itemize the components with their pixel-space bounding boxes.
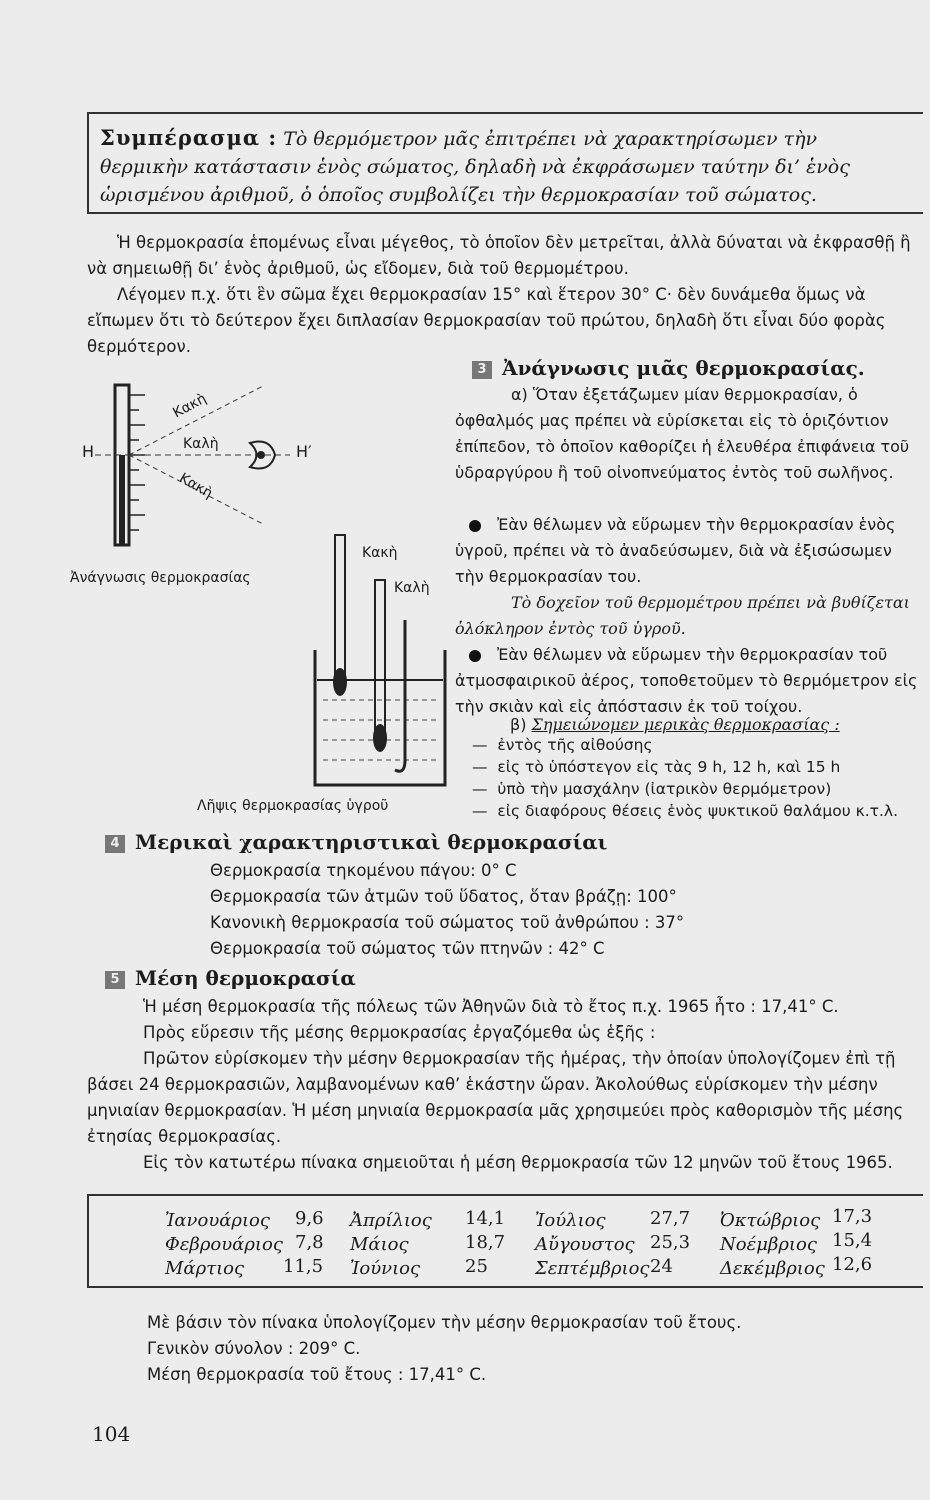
summary-text (100, 124, 905, 209)
table-cell-month: Μάιος (350, 1234, 409, 1255)
good-thermometer-bulb (373, 724, 387, 752)
table-cell-month: Ὀκτώβριος (720, 1210, 821, 1231)
list-item: — εἰς διαφόρους θέσεις ἑνὸς ψυκτικοῦ θαλάμου κ.τ.λ. (472, 802, 899, 820)
section5-paragraph-4: Εἰς τὸν κατωτέρω πίνακα σημειοῦται ἡ μέση θερμοκρασία τῶν 12 μηνῶν τοῦ ἔτους 1965. (143, 1153, 893, 1172)
table-cell-month: Μάρτιος (165, 1258, 245, 1279)
table-cell-value: 24 (650, 1256, 673, 1277)
section3-b-prefix: β) (510, 715, 532, 734)
label-bad-bottom: Κακὴ (176, 470, 216, 502)
section3-bullet2-text: Ἐὰν θέλωμεν νὰ εὕρωμεν τὴν θερμοκρασίαν τοῦ ἀτμοσφαιρικοῦ ἀέρος, τοποθετοῦμεν τὸ θερμόμετρον εἰς τὴν σκιὰν καὶ εἰς ἀπόστασιν ἐκ τοῦ τοίχου. (455, 645, 918, 716)
table-cell-value: 9,6 (295, 1208, 324, 1229)
table-cell-value: 15,4 (832, 1230, 873, 1251)
list-item: — ὑπὸ τὴν μασχάλην (ἰατρικὸν θερμόμετρον) (472, 780, 832, 798)
section3-bullet1 (455, 512, 923, 590)
list-item: Κανονικὴ θερμοκρασία τοῦ σώματος τοῦ ἀνθρώπου : 37° (210, 913, 685, 932)
section3-number: 3 (472, 361, 492, 379)
table-cell-value: 18,7 (465, 1232, 506, 1253)
label-h-prime: Η′ (296, 442, 312, 461)
section3-bullet1-text: Ἐὰν θέλωμεν νὰ εὕρωμεν τὴν θερμοκρασίαν ἑνὸς ὑγροῦ, πρέπει νὰ τὸ ἀναδεύσωμεν, διὰ νὰ ἐξισώσωμεν τὴν θερμοκρασίαν του. (455, 515, 896, 586)
table-cell-value: 25 (465, 1256, 488, 1277)
table-cell-month: Αὔγουστος (535, 1234, 635, 1255)
liquid-thermometer-figure (305, 530, 465, 795)
table-cell-value: 11,5 (283, 1256, 324, 1277)
page-number: 104 (92, 1422, 131, 1446)
section3-a (455, 382, 923, 486)
section3-a-prefix: α) (511, 385, 533, 404)
table-cell-month: Ἰούλιος (535, 1210, 606, 1231)
conclusion-3: Μέση θερμοκρασία τοῦ ἔτους : 17,41° C. (147, 1365, 487, 1384)
list-item: Θερμοκρασία τηκομένου πάγου: 0° C (210, 861, 517, 880)
section3-a-text: Ὅταν ἐξετάζωμεν μίαν θερμοκρασίαν, ὁ ὀφθαλμός μας πρέπει νὰ εὑρίσκεται εἰς τὸ ὁριζόντιον ἐπίπεδον, τὸ ὁποῖον καθορίζει ἡ ἐλευθέρα ἐπιφάνεια τοῦ ὑδραργύρου ἢ τοῦ οἰνοπνεύματος ἐντὸς τοῦ σωλῆνος. (455, 385, 910, 482)
bullet-icon (469, 520, 481, 532)
figure2-caption: Λῆψις θερμοκρασίας ὑγροῦ (197, 798, 389, 814)
conclusion-2: Γενικὸν σύνολον : 209° C. (147, 1339, 361, 1358)
table-cell-value: 7,8 (295, 1232, 324, 1253)
table-cell-month: Σεπτέμβριος (535, 1258, 650, 1279)
list-item: — ἐντὸς τῆς αἰθούσης (472, 736, 653, 754)
intro-paragraph-1: Ἡ θερμοκρασία ἑπομένως εἶναι μέγεθος, τὸ ὁποῖον δὲν μετρεῖται, ἀλλὰ δύναται νὰ ἐκφρασθῇ ἢ νὰ σημειωθῇ δι’ ἑνὸς ἀριθμοῦ, ὡς εἴδομεν, διὰ τοῦ θερμομέτρου. (87, 233, 911, 278)
section5-paragraph-1: Ἡ μέση θερμοκρασία τῆς πόλεως τῶν Ἀθηνῶν διὰ τὸ ἔτος π.χ. 1965 ἦτο : 17,41° C. (143, 997, 839, 1016)
section5-title: Μέση θερμοκρασία (135, 966, 356, 990)
section4-title: Μερικαὶ χαρακτηριστικαὶ θερμοκρασίαι (135, 830, 608, 854)
table-cell-value: 25,3 (650, 1232, 691, 1253)
section5-paragraph-2: Πρὸς εὕρεσιν τῆς μέσης θερμοκρασίας ἐργαζόμεθα ὡς ἑξῆς : (143, 1023, 656, 1042)
intro-paragraph-2: Λέγομεν π.χ. ὅτι ἓν σῶμα ἔχει θερμοκρασίαν 15° καὶ ἕτερον 30° C· δὲν δυνάμεθα ὅμως νὰ εἴπωμεν ὅτι τὸ δεύτερον ἔχει διπλασίαν θερμοκρασίαν τοῦ πρώτου, δηλαδὴ ὅτι εἶναι δύο φορὰς θερμότερον. (87, 285, 886, 356)
list-item: Θερμοκρασία τῶν ἀτμῶν τοῦ ὕδατος, ὅταν βράζῃ: 100° (210, 887, 677, 906)
section5-paragraph-3: Πρῶτον εὑρίσκομεν τὴν μέσην θερμοκρασίαν τῆς ἡμέρας, τὴν ὁποίαν ὑπολογίζομεν ἐπὶ τῇ βάσει 24 θερμοκρασιῶν, λαμβανομένων καθ’ ἑκάστην ὥραν. Ἀκολούθως εὑρίσκομεν τὴν μέσην μηνιαίαν θερμοκρασίαν. Ἡ μέση μηνιαία θερμοκρασία μᾶς χρησιμεύει πρὸς καθορισμὸν τῆς μέσης ἐτησίας θερμοκρασίας. (87, 1049, 904, 1146)
section5-number: 5 (105, 971, 125, 989)
section3-title: Ἀνάγνωσις μιᾶς θερμοκρασίας. (502, 356, 865, 380)
summary-body: Τὸ θερμόμετρον μᾶς ἐπιτρέπει νὰ χαρακτηρίσωμεν τὴν θερμικὴν κατάστασιν ἑνὸς σώματος, δηλαδὴ νὰ ἐκφράσωμεν ταύτην δι’ ἑνὸς ὡρισμένου ἀριθμοῦ, ὁ ὁποῖος συμβολίζει τὴν θερμοκρασίαν τοῦ σώματος. (100, 128, 850, 206)
list-item: — εἰς τὸ ὑπόστεγον εἰς τὰς 9 h, 12 h, καὶ 15 h (472, 758, 841, 776)
table-cell-value: 12,6 (832, 1254, 873, 1275)
bullet-icon (469, 650, 481, 662)
table-cell-month: Νοέμβριος (720, 1234, 817, 1255)
table-cell-value: 27,7 (650, 1208, 691, 1229)
section4-list (210, 858, 910, 962)
section3-b-title: Σημειώνομεν μερικὰς θερμοκρασίας : (531, 715, 840, 734)
bad-thermometer (335, 535, 345, 675)
conclusion-1: Μὲ βάσιν τὸν πίνακα ὑπολογίζομεν τὴν μέσην θερμοκρασίαν τοῦ ἔτους. (147, 1313, 742, 1332)
figure1-caption: Ἀνάγνωσις θερμοκρασίας (70, 570, 251, 586)
table-cell-month: Δεκέμβριος (720, 1258, 825, 1279)
scale-ticks (129, 395, 145, 530)
section5-heading (105, 966, 356, 990)
label-good-liquid: Καλὴ (394, 580, 430, 596)
section4-heading (105, 830, 607, 854)
label-good: Καλὴ (183, 436, 219, 452)
table-cell-month: Ἰανουάριος (165, 1210, 270, 1231)
section3-bullet2 (455, 642, 923, 720)
section3-italic-note: Τὸ δοχεῖον τοῦ θερμομέτρου πρέπει νὰ βυθίζεται ὁλόκληρον ἐντὸς τοῦ ὑγροῦ. (455, 593, 910, 638)
table-cell-month: Ἀπρίλιος (350, 1210, 432, 1231)
table-cell-month: Φεβρουάριος (165, 1234, 283, 1255)
list-item: Θερμοκρασία τοῦ σώματος τῶν πτηνῶν : 42° C (210, 939, 605, 958)
stirrer (395, 620, 405, 771)
good-thermometer (375, 580, 385, 730)
section3-heading (472, 356, 865, 380)
section3-b-list (472, 734, 922, 822)
table-cell-value: 17,3 (832, 1206, 873, 1227)
label-bad-liquid: Κακὴ (362, 545, 398, 561)
table-cell-month: Ἰούνιος (350, 1258, 421, 1279)
bad-thermometer-bulb (333, 668, 347, 696)
label-bad-top: Κακὴ (170, 390, 210, 422)
mercury-column (119, 455, 125, 545)
pupil-icon (257, 451, 265, 459)
label-h: Η (82, 442, 95, 461)
section4-number: 4 (105, 835, 125, 853)
summary-label: Συμπέρασμα : (100, 125, 278, 150)
table-cell-value: 14,1 (465, 1208, 506, 1229)
